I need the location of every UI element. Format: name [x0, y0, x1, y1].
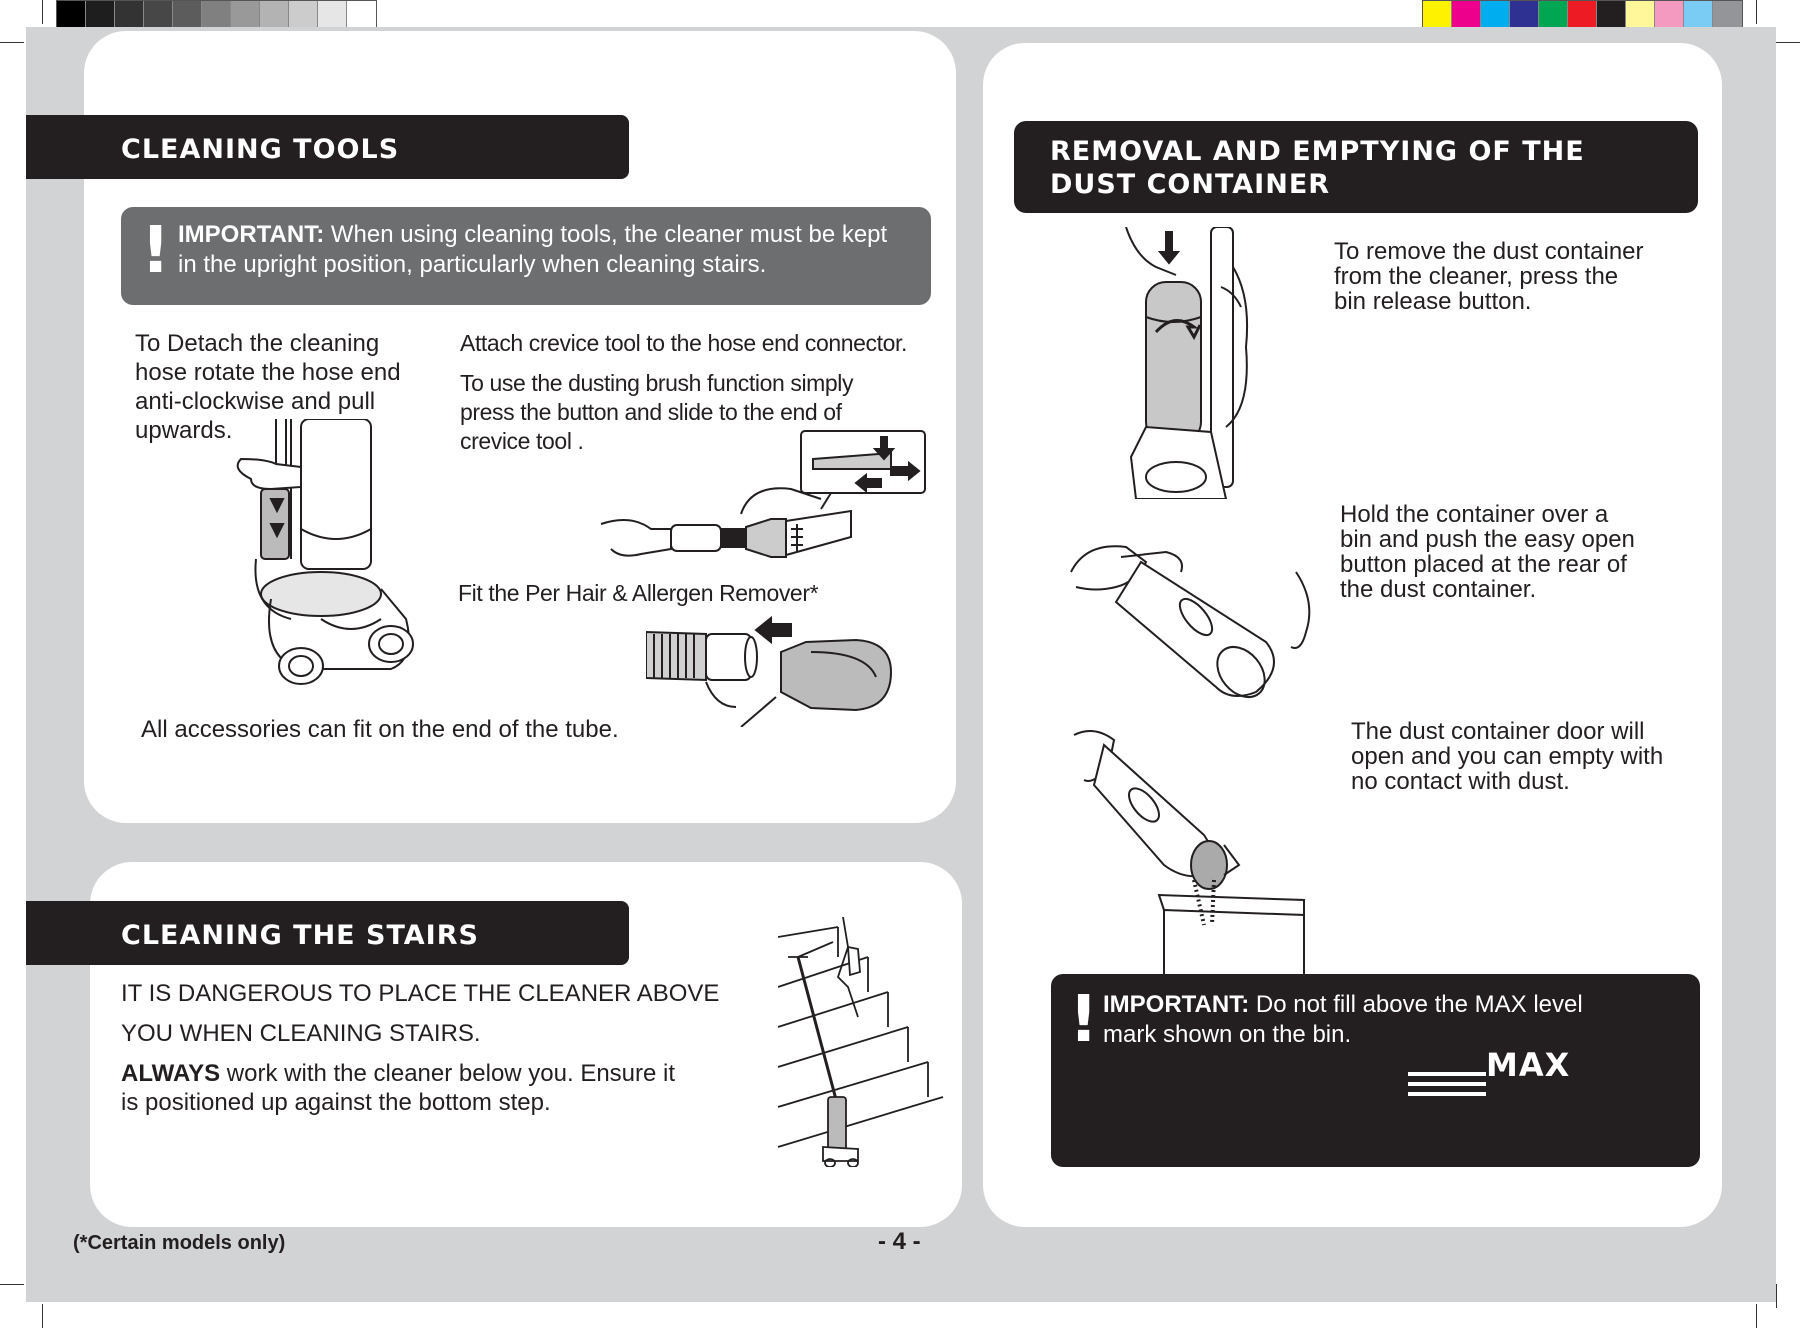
- always-line2: is positioned up against the bottom step.: [121, 1089, 551, 1116]
- dusting-line: press the button and slide to the end of: [460, 399, 842, 425]
- step3-line: The dust container door will: [1351, 718, 1645, 745]
- greyscale-color-bar: [56, 0, 377, 30]
- crop-mark: [1776, 42, 1800, 43]
- process-swatch: [1597, 1, 1626, 29]
- pet-hair-text: Fit the Per Hair & Allergen Remover*: [458, 580, 819, 606]
- step2-line: Hold the container over a: [1340, 501, 1609, 528]
- always-rest: work with the cleaner below you. Ensure it: [220, 1060, 676, 1087]
- process-swatch: [1423, 1, 1452, 29]
- step1-line: bin release button.: [1334, 288, 1532, 315]
- detach-line: To Detach the cleaning: [135, 330, 380, 357]
- process-swatch: [1655, 1, 1684, 29]
- max-level-important-note: [1051, 974, 1700, 1167]
- cleaning-tools-important-note: [121, 207, 931, 305]
- max-label: MAX: [1486, 1046, 1571, 1084]
- cleaning-stairs-banner: [26, 901, 629, 965]
- certain-models-note: (*Certain models only): [73, 1232, 286, 1254]
- step3-text: [1351, 719, 1731, 794]
- cleaning-stairs-title: CLEANING THE STAIRS: [121, 920, 479, 951]
- process-swatch: [1568, 1, 1597, 29]
- crevice-attach-text: Attach crevice tool to the hose end connector.: [460, 330, 908, 356]
- crop-mark: [1756, 0, 1757, 24]
- crop-mark: [0, 42, 24, 43]
- crop-mark: [1776, 1284, 1777, 1308]
- bin-release-illustration: [1116, 227, 1316, 499]
- important-line1: When using cleaning tools, the cleaner must be kept: [324, 221, 888, 248]
- important-text: [178, 220, 928, 280]
- stairs-warning-line1: IT IS DANGEROUS TO PLACE THE CLEANER ABOVE: [121, 980, 720, 1007]
- step1-line: from the cleaner, press the: [1334, 263, 1619, 290]
- process-swatch: [1452, 1, 1481, 29]
- page-number: - 4 -: [878, 1228, 921, 1255]
- exclamation-icon: !: [1069, 983, 1099, 1057]
- process-swatch: [1713, 1, 1742, 29]
- max-important-line1: Do not fill above the MAX level: [1249, 991, 1583, 1018]
- dusting-line: crevice tool .: [460, 428, 584, 454]
- vacuum-hose-detach-illustration: [231, 419, 461, 689]
- exclamation-icon: !: [141, 214, 171, 288]
- dust-container-banner: [1014, 121, 1698, 213]
- greyscale-swatch: [260, 1, 289, 29]
- step2-line: bin and push the easy open: [1340, 526, 1635, 553]
- cleaning-tools-banner: [26, 115, 629, 179]
- greyscale-swatch: [347, 1, 376, 29]
- crop-mark: [42, 0, 43, 24]
- greyscale-swatch: [86, 1, 115, 29]
- detach-line: anti-clockwise and pull: [135, 388, 376, 415]
- always-label: ALWAYS: [121, 1060, 221, 1087]
- step1-line: To remove the dust container: [1334, 238, 1644, 265]
- process-swatch: [1626, 1, 1655, 29]
- process-swatch: [1481, 1, 1510, 29]
- greyscale-swatch: [115, 1, 144, 29]
- process-swatch: [1510, 1, 1539, 29]
- greyscale-swatch: [57, 1, 86, 29]
- detach-line: upwards.: [135, 417, 233, 444]
- step2-line: the dust container.: [1340, 576, 1537, 603]
- max-important-label: IMPORTANT:: [1103, 991, 1250, 1018]
- emptying-container-illustration: [1064, 725, 1314, 980]
- greyscale-swatch: [202, 1, 231, 29]
- step2-text: [1340, 502, 1720, 602]
- greyscale-swatch: [289, 1, 318, 29]
- dust-container-title-line2: DUST CONTAINER: [1050, 169, 1331, 200]
- accessories-text: All accessories can fit on the end of the tube.: [141, 716, 619, 743]
- crop-mark: [1756, 1304, 1757, 1328]
- detach-line: hose rotate the hose end: [135, 359, 401, 386]
- step3-line: no contact with dust.: [1351, 768, 1570, 795]
- step3-line: open and you can empty with: [1351, 743, 1664, 770]
- max-important-line2: mark shown on the bin.: [1103, 1021, 1352, 1048]
- stairs-illustration: [778, 917, 948, 1167]
- stairs-always-text: [121, 1059, 771, 1117]
- crevice-tool-illustration: [591, 429, 931, 584]
- max-level-mark-icon: [1406, 1046, 1606, 1101]
- page-sheet: [26, 27, 1776, 1302]
- stairs-warning-line2: YOU WHEN CLEANING STAIRS.: [121, 1020, 481, 1047]
- process-swatch: [1539, 1, 1568, 29]
- greyscale-swatch: [144, 1, 173, 29]
- important-label: IMPORTANT:: [178, 221, 325, 248]
- process-swatch: [1684, 1, 1713, 29]
- hold-container-illustration: [1066, 512, 1316, 702]
- greyscale-swatch: [231, 1, 260, 29]
- process-color-bar: [1422, 0, 1743, 30]
- pet-hair-tool-illustration: [646, 612, 896, 727]
- greyscale-swatch: [173, 1, 202, 29]
- max-important-text: [1103, 990, 1683, 1050]
- greyscale-swatch: [318, 1, 347, 29]
- dust-container-title-line1: REMOVAL AND EMPTYING OF THE: [1050, 136, 1585, 167]
- step2-line: button placed at the rear of: [1340, 551, 1627, 578]
- cleaning-tools-title: CLEANING TOOLS: [121, 134, 400, 165]
- step1-text: [1334, 239, 1714, 314]
- dusting-line: To use the dusting brush function simply: [460, 370, 854, 396]
- important-line2: in the upright position, particularly when cleaning stairs.: [178, 251, 767, 278]
- crop-mark: [42, 1304, 43, 1328]
- crop-mark: [0, 1284, 24, 1285]
